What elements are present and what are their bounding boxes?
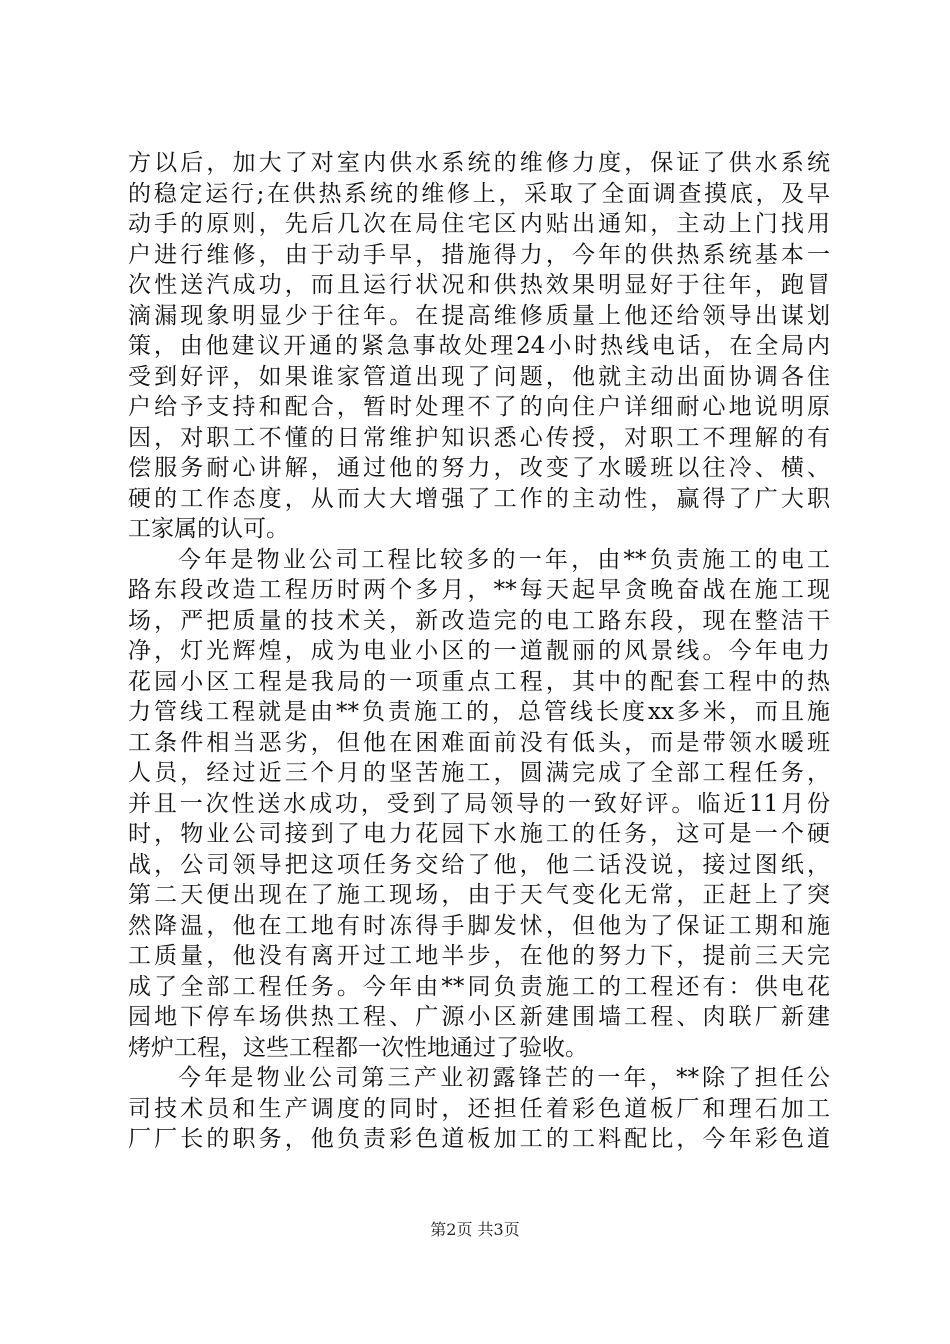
- text-line: 次性送汽成功，而且运行状况和供热效果明显好于往年，跑冒: [128, 272, 830, 298]
- text-line: 受到好评，如果谁家管道出现了问题，他就主动出面协调各住: [128, 363, 830, 390]
- text-line: 工质量，他没有离开过工地半步，在他的努力下，提前三天完: [128, 943, 830, 969]
- text-line: 工条件相当恶劣，但他在困难面前没有低头，而是带领水暖班: [128, 729, 830, 756]
- text-line: 策，由他建议开通的紧急事故处理24小时热线电话，在全局内: [128, 333, 830, 359]
- text-line: 烤炉工程，这些工程都一次性地通过了验收。: [128, 1034, 588, 1061]
- text-line: 的稳定运行;在供热系统的维修上，采取了全面调查摸底，及早: [128, 180, 830, 207]
- text-line: 因，对职工不懂的日常维护知识悉心传授，对职工不理解的有: [128, 424, 830, 451]
- text-line: 硬的工作态度，从而大大增强了工作的主动性，赢得了广大职: [128, 485, 830, 512]
- text-line: 路东段改造工程历时两个多月，**每天起早贪晚奋战在施工现: [128, 577, 830, 603]
- document-body: [128, 148, 830, 1155]
- text-line: 偿服务耐心讲解，通过他的努力，改变了水暖班以往冷、横、: [128, 455, 830, 481]
- text-line: 净，灯光辉煌，成为电业小区的一道靓丽的风景线。今年电力: [128, 638, 830, 664]
- text-line: 场，严把质量的技术关，新改造完的电工路东段，现在整洁干: [128, 607, 830, 634]
- paragraph-first-line: 今年是物业公司第三产业初露锋芒的一年，**除了担任公: [178, 1065, 830, 1091]
- text-line: 力管线工程就是由**负责施工的，总管线长度xx多米，而且施: [128, 699, 830, 725]
- text-line: 方以后，加大了对室内供水系统的维修力度，保证了供水系统: [128, 150, 830, 176]
- text-line: 时，物业公司接到了电力花园下水施工的任务，这可是一个硬: [128, 821, 830, 847]
- text-line: 户进行维修，由于动手早，措施得力，今年的供热系统基本一: [128, 241, 830, 268]
- text-line: 司技术员和生产调度的同时，还担任着彩色道板厂和理石加工: [128, 1095, 830, 1122]
- text-line: 并且一次性送水成功，受到了局领导的一致好评。临近11月份: [128, 790, 830, 817]
- text-line: 人员，经过近三个月的坚苦施工，圆满完成了全部工程任务，: [128, 760, 830, 786]
- text-line: 成了全部工程任务。今年由**同负责施工的工程还有：供电花: [128, 973, 830, 1000]
- paragraph-first-line: 今年是物业公司工程比较多的一年，由**负责施工的电工: [178, 546, 830, 573]
- text-line: 园地下停车场供热工程、广源小区新建围墙工程、肉联厂新建: [128, 1004, 830, 1030]
- text-line: 第二天便出现在了施工现场，由于天气变化无常，正赶上了突: [128, 882, 830, 908]
- page-footer: [0, 1220, 950, 1240]
- page-number: 第2页 共3页: [430, 1220, 520, 1239]
- text-line: 战，公司领导把这项任务交给了他，他二话没说，接过图纸，: [128, 851, 830, 878]
- text-line: 花园小区工程是我局的一项重点工程，其中的配套工程中的热: [128, 668, 830, 695]
- text-line: 工家属的认可。: [128, 516, 289, 542]
- text-line: 户给予支持和配合，暂时处理不了的向住户详细耐心地说明原: [128, 394, 830, 420]
- text-line: 滴漏现象明显少于往年。在提高维修质量上他还给领导出谋划: [128, 302, 830, 329]
- text-line: 然降温，他在工地有时冻得手脚发怵，但他为了保证工期和施: [128, 912, 830, 939]
- text-line: 厂厂长的职务，他负责彩色道板加工的工料配比，今年彩色道: [128, 1126, 830, 1152]
- text-line: 动手的原则，先后几次在局住宅区内贴出通知，主动上门找用: [128, 211, 830, 237]
